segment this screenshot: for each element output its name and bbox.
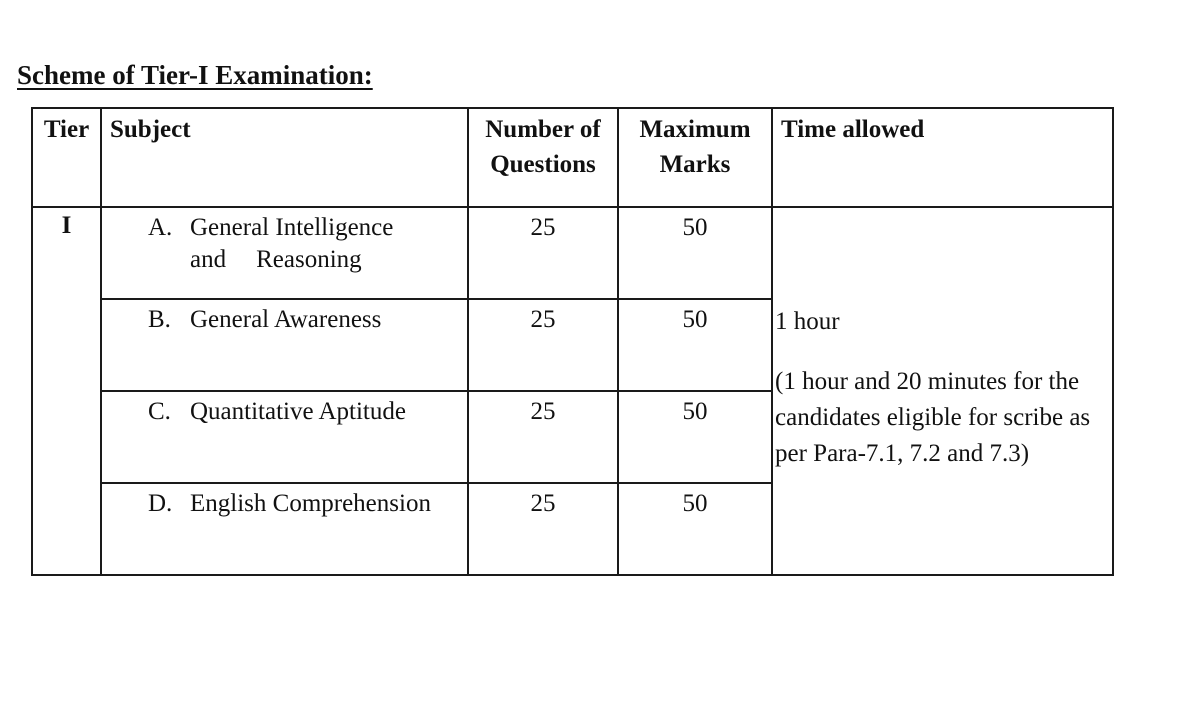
header-marks-line2: Marks bbox=[659, 151, 731, 178]
marks-value: 50 bbox=[618, 391, 772, 483]
time-allowed-note-line3: per Para-7.1, 7.2 and 7.3) bbox=[775, 440, 1030, 468]
marks-value: 50 bbox=[618, 299, 772, 391]
time-allowed-note-line1: (1 hour and 20 minutes for the bbox=[775, 368, 1080, 396]
header-tier: Tier bbox=[32, 108, 101, 207]
marks-value: 50 bbox=[618, 483, 772, 575]
time-allowed-main: 1 hour bbox=[775, 308, 840, 336]
subject-name-cont-b: Reasoning bbox=[256, 246, 362, 274]
header-number-of-questions bbox=[468, 108, 618, 207]
subject-name: Quantitative Aptitude bbox=[190, 398, 406, 426]
header-questions-line2: Questions bbox=[490, 151, 596, 178]
header-maximum-marks bbox=[618, 108, 772, 207]
header-time-allowed: Time allowed bbox=[772, 108, 1113, 207]
subject-cell bbox=[101, 391, 468, 483]
header-questions-line1: Number of bbox=[485, 116, 601, 143]
subject-name: General Intelligence bbox=[190, 214, 394, 242]
exam-scheme-table bbox=[31, 107, 1114, 576]
subject-cell bbox=[101, 483, 468, 575]
subject-cell bbox=[101, 299, 468, 391]
subject-letter: B. bbox=[148, 306, 171, 334]
time-allowed-note-line2: candidates eligible for scribe as bbox=[775, 404, 1091, 432]
subject-name-cont-a: and bbox=[190, 246, 227, 274]
subject-name: General Awareness bbox=[190, 306, 382, 334]
questions-value: 25 bbox=[468, 391, 618, 483]
table-header-row bbox=[32, 108, 1113, 207]
subject-letter: A. bbox=[148, 214, 173, 242]
subject-letter: D. bbox=[148, 490, 173, 518]
header-subject: Subject bbox=[101, 108, 468, 207]
time-allowed-cell bbox=[772, 207, 1113, 575]
tier-value: I bbox=[32, 207, 101, 575]
marks-value: 50 bbox=[618, 207, 772, 299]
questions-value: 25 bbox=[468, 483, 618, 575]
subject-name: English Comprehension bbox=[190, 490, 431, 518]
header-marks-line1: Maximum bbox=[639, 116, 751, 143]
questions-value: 25 bbox=[468, 207, 618, 299]
table-row bbox=[32, 207, 1113, 299]
questions-value: 25 bbox=[468, 299, 618, 391]
subject-cell bbox=[101, 207, 468, 299]
page-heading: Scheme of Tier-I Examination: bbox=[17, 60, 373, 90]
subject-letter: C. bbox=[148, 398, 171, 426]
